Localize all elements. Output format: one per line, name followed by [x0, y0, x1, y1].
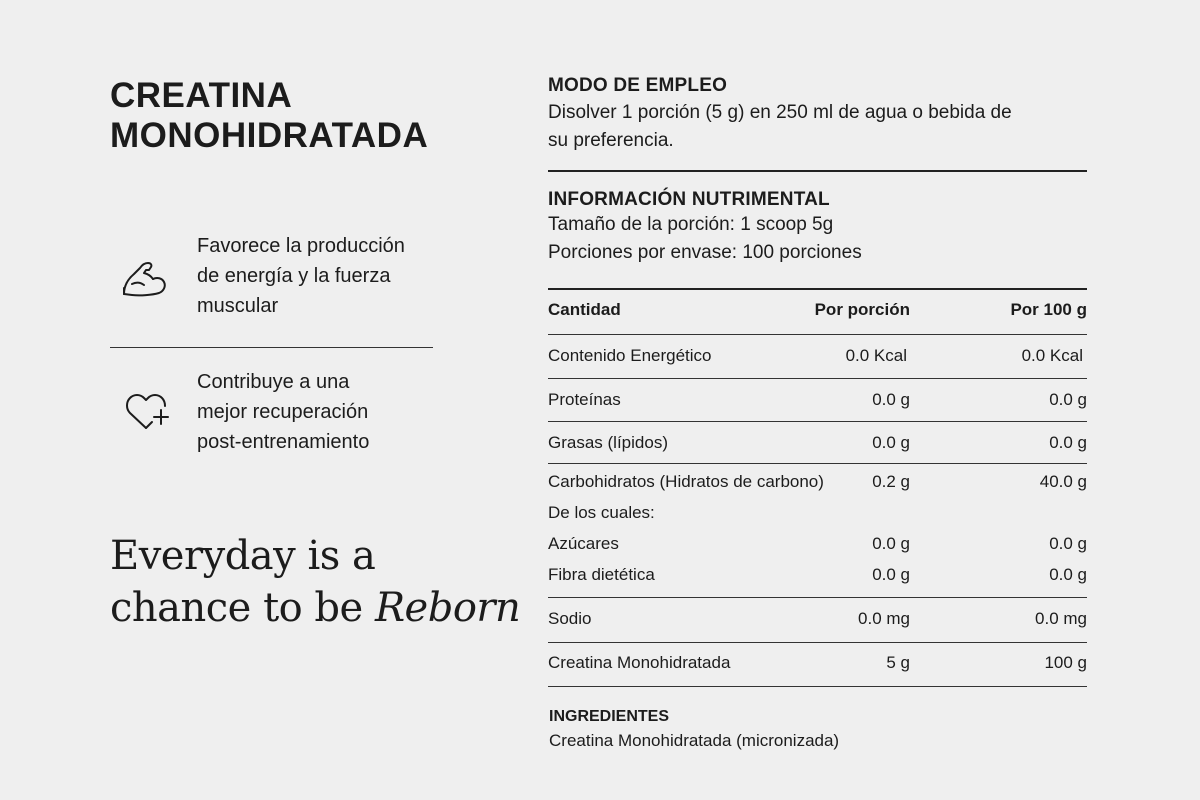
table-cell-per-100g: 100 g — [1044, 653, 1087, 672]
nutrition-heading: INFORMACIÓN NUTRIMENTAL — [548, 189, 830, 210]
servings-per-container: Porciones por envase: 100 porciones — [548, 242, 862, 263]
table-rule — [548, 463, 1087, 464]
usage-heading: MODO DE EMPLEO — [548, 75, 728, 96]
table-cell-per-serving: 0.0 mg — [858, 609, 910, 628]
table-header-per-serving: Por porción — [814, 300, 910, 319]
table-rule — [548, 421, 1087, 422]
table-cell-per-serving: 0.0 g — [872, 433, 910, 452]
table-cell-per-100g: 0.0 g — [1049, 565, 1087, 584]
table-cell-nutrient: Grasas (lípidos) — [548, 433, 668, 452]
table-rule — [548, 686, 1087, 687]
slogan: Everyday is a chance to be Reborn — [110, 533, 521, 631]
table-cell-per-100g: 0.0 mg — [1035, 609, 1087, 628]
table-cell-per-100g: 0.0 Kcal — [1021, 346, 1083, 365]
usage-text: Disolver 1 porción (5 g) en 250 ml de agua o bebida de su preferencia. — [548, 102, 1012, 151]
table-cell-per-serving: 5 g — [886, 653, 910, 672]
table-cell-nutrient: Creatina Monohidratada — [548, 653, 731, 672]
nutrition-table-top-rule — [548, 288, 1087, 290]
table-cell-per-100g: 0.0 g — [1049, 433, 1087, 452]
table-cell-per-serving: 0.0 g — [872, 534, 910, 553]
nutrition-serving-info — [548, 211, 862, 267]
table-cell-per-100g: 0.0 g — [1049, 390, 1087, 409]
serving-size: Tamaño de la porción: 1 scoop 5g — [548, 214, 834, 235]
table-rule — [548, 642, 1087, 643]
product-title-line1: CREATINA — [110, 76, 293, 115]
flexed-arm-icon — [118, 252, 170, 304]
table-cell-nutrient: Contenido Energético — [548, 346, 712, 365]
benefits-divider — [110, 347, 433, 348]
table-rule — [548, 597, 1087, 598]
table-cell-per-serving: 0.2 g — [872, 472, 910, 491]
table-rule — [548, 334, 1087, 335]
product-title-line2: MONOHIDRATADA — [110, 116, 429, 155]
table-rule — [548, 378, 1087, 379]
table-header-quantity: Cantidad — [548, 300, 621, 319]
ingredients-text: Creatina Monohidratada (micronizada) — [549, 731, 840, 750]
benefit-2-text: Contribuye a una mejor recuperación post-entrenamiento — [197, 371, 370, 453]
table-cell-nutrient: Proteínas — [548, 390, 621, 409]
usage-divider — [548, 170, 1087, 172]
benefit-1-text: Favorece la producción de energía y la fuerza muscular — [197, 235, 405, 317]
table-cell-nutrient: Azúcares — [548, 534, 619, 553]
table-header-per-100g: Por 100 g — [1010, 300, 1087, 319]
table-cell-nutrient: Carbohidratos (Hidratos de carbono) — [548, 472, 824, 491]
table-cell-per-100g: 40.0 g — [1039, 472, 1087, 491]
table-cell-per-100g: 0.0 g — [1049, 534, 1087, 553]
table-cell-nutrient: Sodio — [548, 609, 592, 628]
heart-plus-icon — [120, 386, 172, 438]
ingredients-heading: INGREDIENTES — [549, 708, 670, 725]
table-cell-per-serving: 0.0 g — [872, 390, 910, 409]
product-title — [110, 76, 428, 156]
table-cell-per-serving: 0.0 g — [872, 565, 910, 584]
table-cell-nutrient: De los cuales: — [548, 503, 655, 522]
table-cell-nutrient: Fibra dietética — [548, 565, 655, 584]
table-cell-per-serving: 0.0 Kcal — [845, 346, 907, 365]
slogan-emphasis: Reborn — [374, 585, 521, 631]
